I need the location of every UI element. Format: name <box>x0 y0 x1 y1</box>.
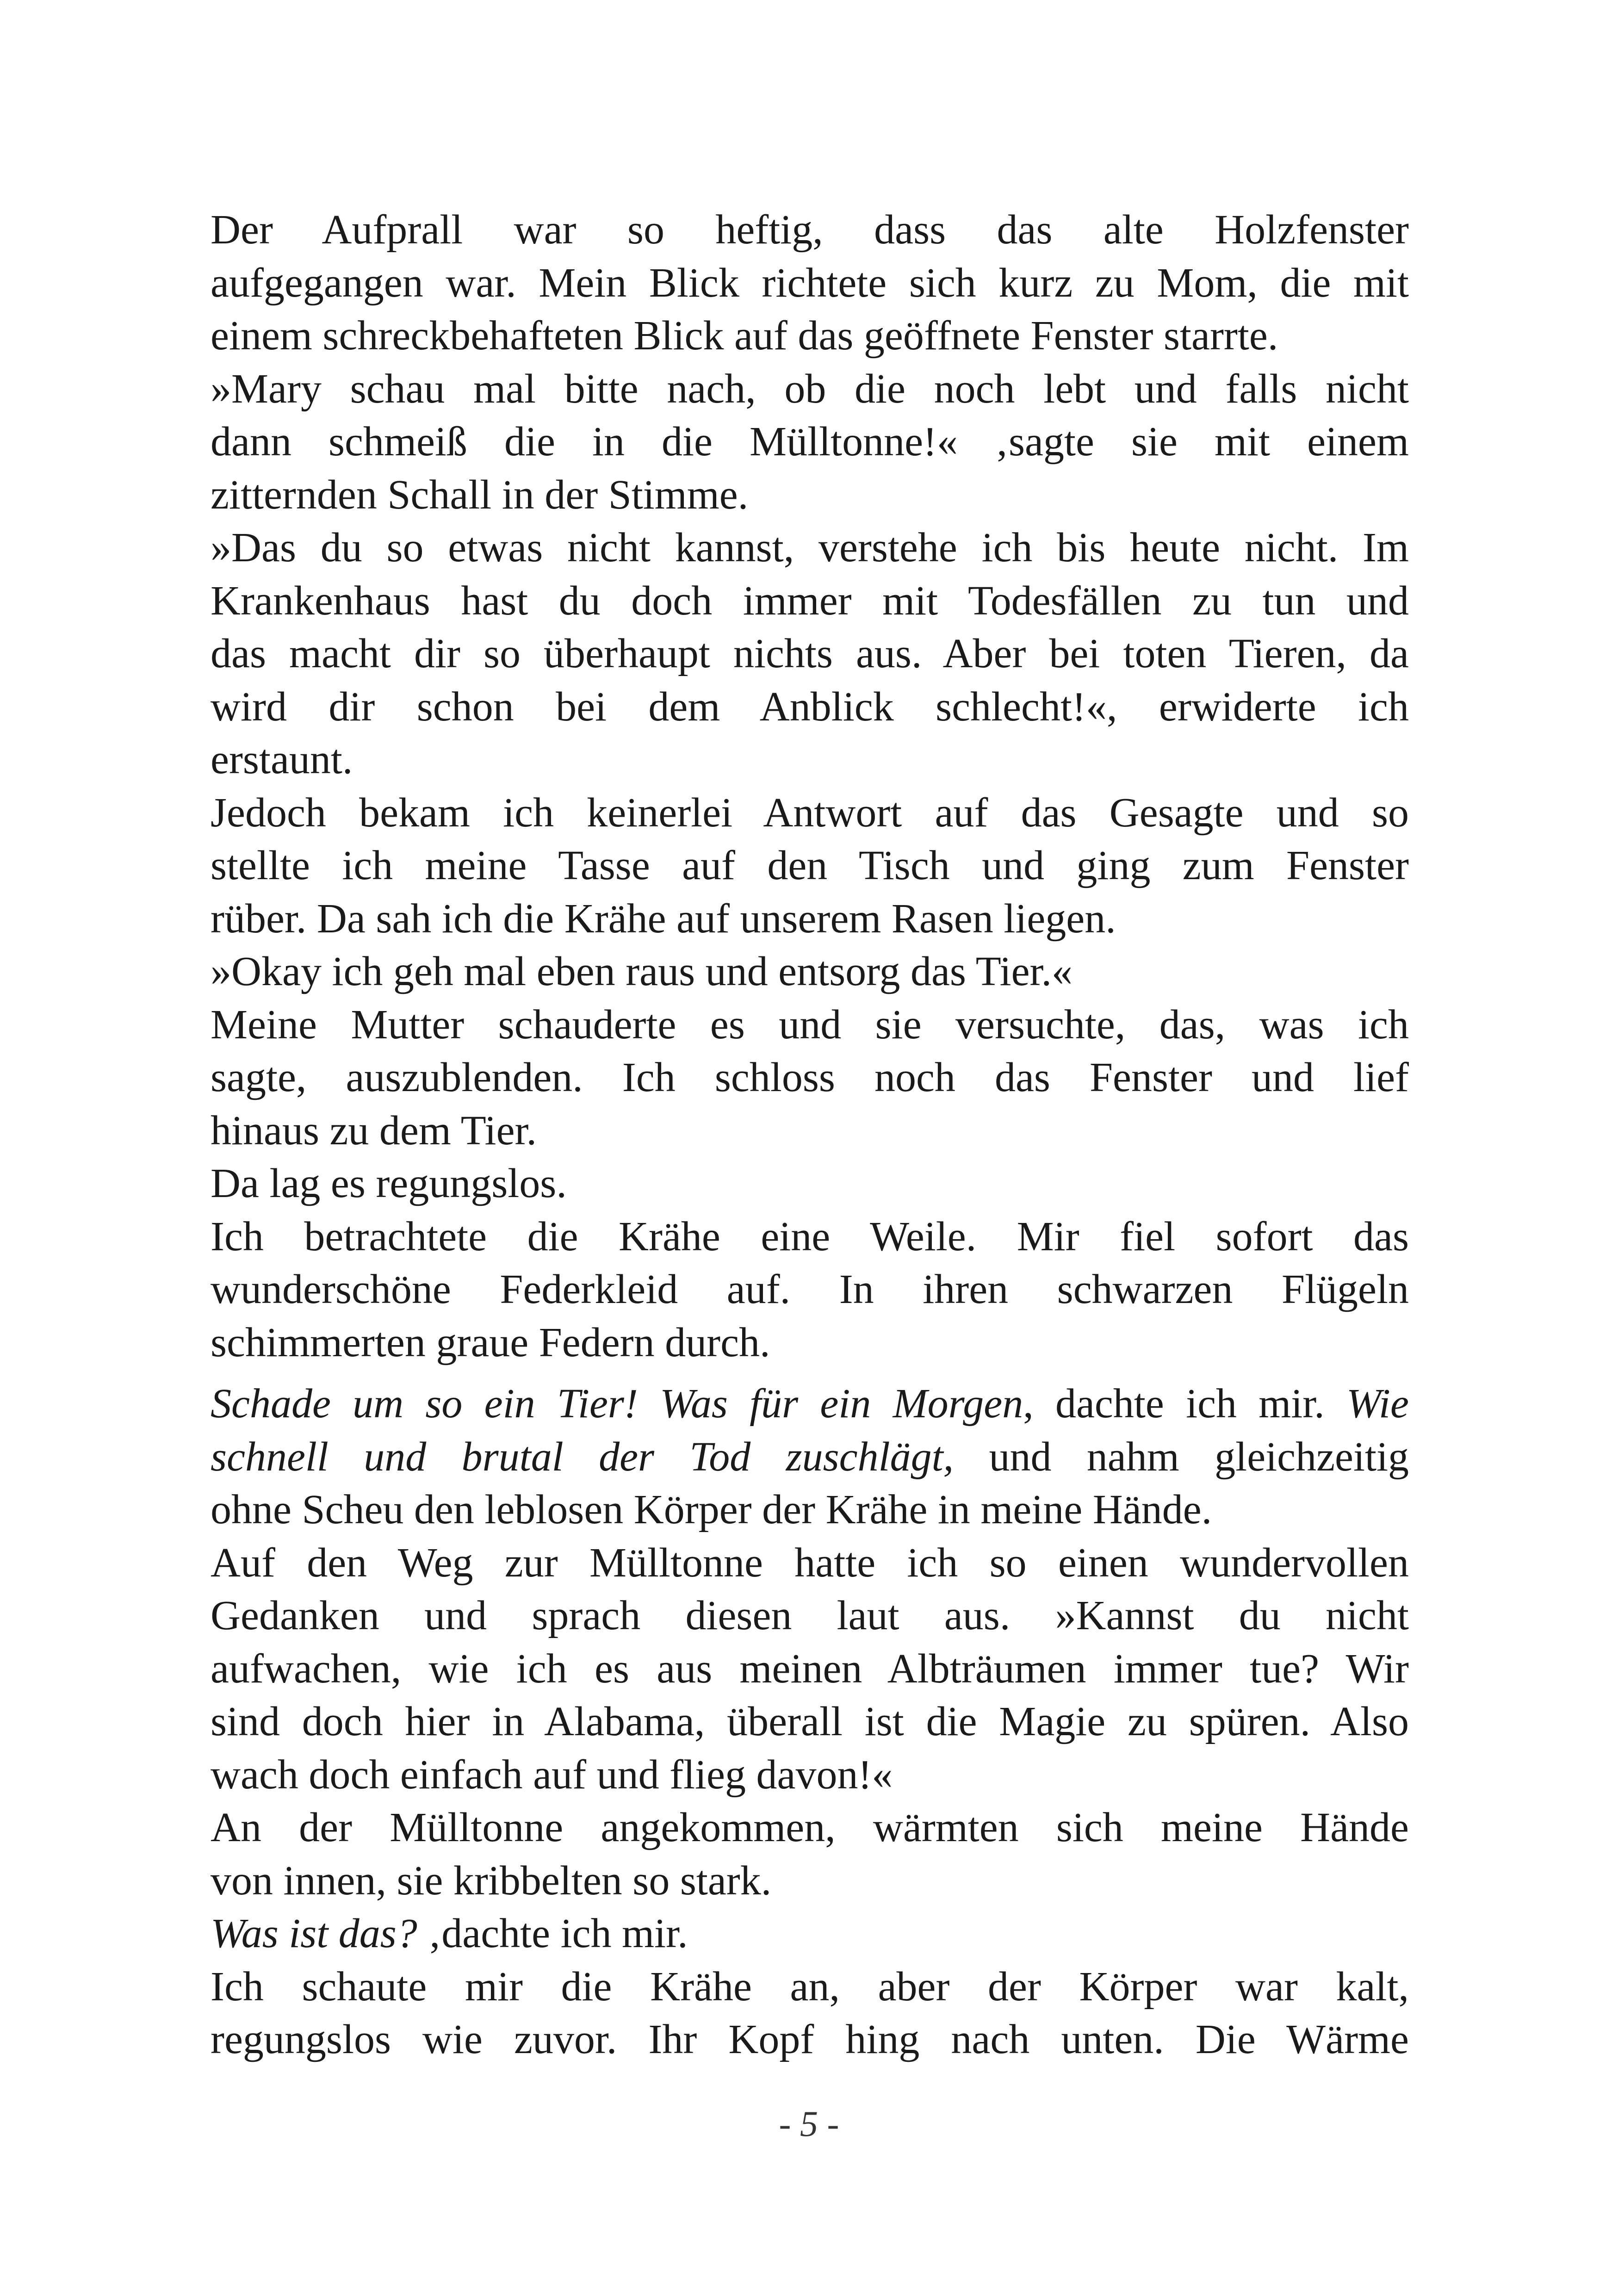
paragraph <box>211 1210 1409 1370</box>
paragraph <box>211 999 1409 1158</box>
text-line: wunderschöne Federkleid auf. In ihren schwarzen Flügeln <box>211 1266 1409 1312</box>
text-line: »Okay ich geh mal eben raus und entsorg das Tier.« <box>211 949 1073 994</box>
text-line: sind doch hier in Alabama, überall ist die Magie zu spüren. Also <box>211 1699 1409 1744</box>
text-line: Ich betrachtete die Krähe eine Weile. Mir fiel sofort das <box>211 1213 1409 1260</box>
text-line: Meine Mutter schauderte es und sie versuchte, das, was ich <box>211 1001 1409 1048</box>
italic-thought: Wie <box>1346 1381 1409 1427</box>
narration: dachte ich mir. <box>1055 1381 1347 1427</box>
text-line: An der Mülltonne angekommen, wärmten sich meine Hände <box>211 1805 1409 1850</box>
text-line <box>211 1431 1409 1484</box>
text-line: hinaus zu dem Tier. <box>211 1107 537 1154</box>
text-line: Gedanken und sprach diesen laut aus. »Kannst du nicht <box>211 1593 1409 1638</box>
text-line: zitternden Schall in der Stimme. <box>211 472 749 518</box>
page-body <box>211 204 1409 2066</box>
page-number <box>0 2103 1618 2145</box>
text-line: rüber. Da sah ich die Krähe auf unserem Rasen liegen. <box>211 895 1116 942</box>
text-line: einem schreckbehafteten Blick auf das geöffnete Fenster starrte. <box>211 313 1278 359</box>
text-line: ohne Scheu den leblosen Körper der Krähe in meine Hände. <box>211 1487 1212 1533</box>
paragraph <box>211 1537 1409 1802</box>
text-line: wird dir schon bei dem Anblick schlecht!«, erwiderte ich <box>211 683 1409 730</box>
italic-thought: Schade um so ein Tier! Was für ein Morgen <box>211 1381 1023 1427</box>
text-line: Auf den Weg zur Mülltonne hatte ich so einen wundervollen <box>211 1539 1409 1586</box>
page-number-prefix: - <box>779 2104 800 2144</box>
text-line: von innen, sie kribbelten so stark. <box>211 1857 772 1904</box>
text-line: Krankenhaus hast du doch immer mit Todesfällen zu tun und <box>211 577 1409 624</box>
paragraph <box>211 521 1409 787</box>
text-line: wach doch einfach auf und flieg davon!« <box>211 1751 893 1798</box>
text-line <box>211 1378 1409 1431</box>
paragraph <box>211 945 1409 999</box>
italic-thought: Was ist das? <box>211 1911 417 1956</box>
text-line: stellte ich meine Tasse auf den Tisch und ging zum Fenster <box>211 843 1409 888</box>
text-line: sagte, auszublenden. Ich schloss noch das Fenster und lief <box>211 1055 1409 1100</box>
narration: und nahm gleichzeitig <box>954 1433 1409 1480</box>
text-line: Jedoch bekam ich keinerlei Antwort auf das Gesagte und so <box>211 789 1409 836</box>
paragraph <box>211 1801 1409 1907</box>
text-line: regungslos wie zuvor. Ihr Kopf hing nach unten. Die Wärme <box>211 2017 1409 2062</box>
paragraph <box>211 1157 1409 1210</box>
punctuation: , <box>1023 1381 1055 1427</box>
text-line: das macht dir so überhaupt nichts aus. Aber bei toten Tieren, da <box>211 631 1409 676</box>
text-line: »Mary schau mal bitte nach, ob die noch lebt und falls nicht <box>211 366 1409 412</box>
text-line: Ich schaute mir die Krähe an, aber der Körper war kalt, <box>211 1963 1409 2010</box>
text-line: schimmerten graue Federn durch. <box>211 1319 770 1365</box>
text-line: aufgegangen war. Mein Blick richtete sich kurz zu Mom, die mit <box>211 260 1409 306</box>
text-line: dann schmeiß die in die Mülltonne!« ‚sagte sie mit einem <box>211 419 1409 465</box>
page-number-suffix: - <box>818 2104 839 2144</box>
paragraph <box>211 204 1409 363</box>
text-line: Der Aufprall war so heftig, dass das alte Holzfenster <box>211 207 1409 253</box>
paragraph <box>211 1961 1409 2066</box>
thought-paragraph <box>211 1378 1409 1537</box>
paragraph <box>211 363 1409 522</box>
page-number-value: 5 <box>800 2104 818 2144</box>
narration: ‚dachte ich mir. <box>417 1911 688 1956</box>
text-line: »Das du so etwas nicht kannst, verstehe ich bis heute nicht. Im <box>211 525 1409 571</box>
text-line: aufwachen, wie ich es aus meinen Albträumen immer tue? Wir <box>211 1645 1409 1692</box>
text-line: erstaunt. <box>211 737 353 782</box>
text-line: Da lag es regungslos. <box>211 1160 567 1206</box>
paragraph <box>211 787 1409 946</box>
italic-thought: schnell und brutal der Tod zuschlägt, <box>211 1433 954 1480</box>
thought-line <box>211 1907 1409 1961</box>
